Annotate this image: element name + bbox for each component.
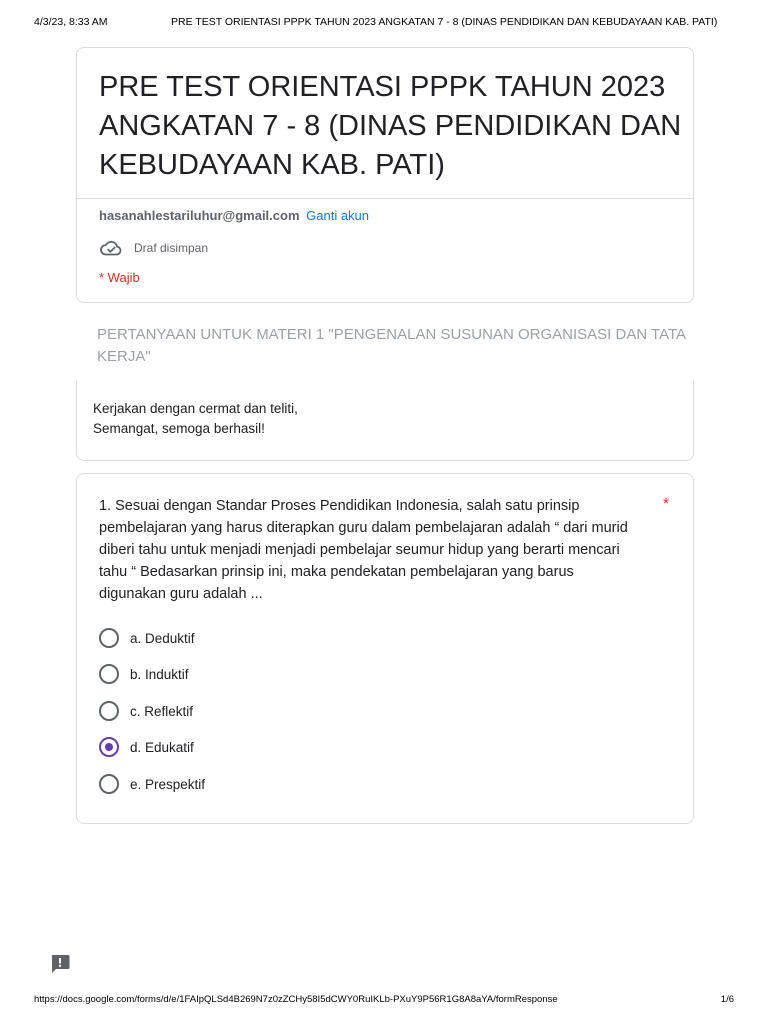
option-label: a. Deduktif <box>130 630 195 646</box>
switch-account-link[interactable]: Ganti akun <box>306 208 370 223</box>
header-divider <box>77 198 693 199</box>
radio-button[interactable] <box>99 701 119 721</box>
option-e[interactable] <box>99 772 205 796</box>
print-title: PRE TEST ORIENTASI PPPK TAHUN 2023 ANGKATAN 7 - 8 (DINAS PENDIDIKAN DAN KEBUDAYAAN KAB. PATI) <box>171 16 718 28</box>
question-text: 1. Sesuai dengan Standar Proses Pendidikan Indonesia, salah satu prinsip pembelajaran yang harus diterapkan guru dalam pembelajaran adalah “ dari murid diberi tahu untuk menjadi menjadi pembelajar seumur hidup yang berarti mencari tahu “ Bedasarkan prinsip ini, maka pendekatan pembelajaran yang barus digunakan guru adalah ... <box>99 498 628 602</box>
cloud-check-icon <box>99 238 123 258</box>
required-note: * Wajib <box>99 270 140 285</box>
option-label: e. Prespektif <box>130 776 206 792</box>
page-number: 1/6 <box>720 994 734 1005</box>
section-heading: PERTANYAAN UNTUK MATERI 1 "PENGENALAN SUSUNAN ORGANISASI DAN TATA KERJA" <box>97 326 686 365</box>
feedback-icon <box>49 962 71 979</box>
option-b[interactable] <box>99 662 189 686</box>
description-line: Semangat, semoga berhasil! <box>93 421 265 436</box>
description-line: Kerjakan dengan cermat dan teliti, <box>93 401 298 416</box>
account-email: hasanahlestariluhur@gmail.com <box>99 208 300 223</box>
print-date: 4/3/23, 8:33 AM <box>34 16 108 28</box>
option-label: c. Reflektif <box>130 703 194 719</box>
section-description-card <box>76 380 694 461</box>
radio-button[interactable] <box>99 774 119 794</box>
required-marker: * <box>663 495 669 512</box>
radio-button[interactable] <box>99 628 119 648</box>
question-card <box>76 473 694 824</box>
draft-status-text: Draf disimpan <box>134 241 209 255</box>
account-row <box>99 208 369 223</box>
feedback-button[interactable] <box>49 953 71 975</box>
option-label: b. Induktif <box>130 666 189 682</box>
radio-button[interactable] <box>99 737 119 757</box>
print-header <box>34 16 734 30</box>
draft-status-row <box>99 238 208 258</box>
option-d[interactable] <box>99 735 194 759</box>
form-header-card <box>76 47 694 303</box>
option-c[interactable] <box>99 699 193 723</box>
option-a[interactable] <box>99 626 195 650</box>
radio-button[interactable] <box>99 664 119 684</box>
print-url: https://docs.google.com/forms/d/e/1FAIpQLSd4B269N7z0zZCHy58I5dCWY0RuIKLb-PXuY9P56R1G8A8aYA/formResponse <box>34 994 558 1005</box>
option-label: d. Edukatif <box>130 739 194 755</box>
form-title: PRE TEST ORIENTASI PPPK TAHUN 2023 ANGKATAN 7 - 8 (DINAS PENDIDIKAN DAN KEBUDAYAAN KAB. PATI) <box>99 71 682 181</box>
